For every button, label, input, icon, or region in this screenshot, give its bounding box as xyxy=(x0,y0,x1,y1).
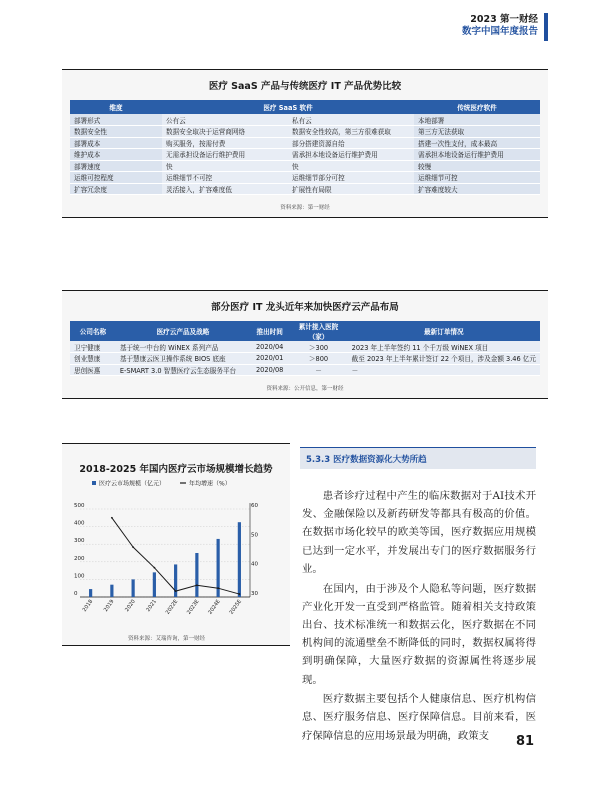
column-header: 医疗 SaaS 软件 xyxy=(162,100,414,114)
table-header-row xyxy=(70,100,540,114)
table-cell: 部署速度 xyxy=(70,160,162,172)
page-number: 81 xyxy=(516,734,535,749)
medical-cloud-table xyxy=(70,321,540,376)
bar-2021 xyxy=(153,572,156,597)
table-cell: 第三方无法获取 xyxy=(414,126,540,138)
y-tick-left: 200 xyxy=(74,555,85,562)
market-size-chart-panel xyxy=(62,443,290,646)
growth-rate-point-2019 xyxy=(111,517,113,519)
table-cell: 运维细节可控 xyxy=(414,172,540,184)
y-tick-left: 400 xyxy=(74,520,85,527)
saas-comparison-table xyxy=(70,100,540,195)
growth-rate-point-2022E xyxy=(175,590,177,592)
table-row xyxy=(70,160,540,172)
column-header: 传统医疗软件 xyxy=(414,100,540,114)
column-header: 医疗云产品及战略 xyxy=(116,321,250,341)
table-row xyxy=(70,149,540,161)
table-cell: － xyxy=(289,364,347,376)
legend-label: 年均增速（%） xyxy=(189,480,231,488)
table-cell: 部分搭建资源自给 xyxy=(288,137,414,149)
table-cell: 扩容难度较大 xyxy=(414,183,540,195)
table-row xyxy=(70,172,540,184)
table-cell: － xyxy=(348,364,540,376)
growth-rate-point-2023E xyxy=(196,584,198,586)
x-tick-label: 2023E xyxy=(186,598,201,616)
column-header: 公司名称 xyxy=(70,321,116,341)
table-cell: 扩展性有局限 xyxy=(288,183,414,195)
table-row xyxy=(70,341,540,353)
growth-rate-point-2024E xyxy=(217,587,219,589)
table-row xyxy=(70,114,540,126)
section-title: 5.3.3 医疗数据资源化大势所趋 xyxy=(300,447,536,469)
table-cell: 购买服务，按需付费 xyxy=(162,137,288,149)
table-cell: 2020/04 xyxy=(250,341,289,353)
table-cell: 快 xyxy=(162,160,288,172)
table-header-row xyxy=(70,321,540,341)
table-cell: 较慢 xyxy=(414,160,540,172)
saas-comparison-title: 医疗 SaaS 产品与传统医疗 IT 产品优势比较 xyxy=(208,81,402,92)
bar-2022E xyxy=(174,564,177,597)
growth-rate-point-2021 xyxy=(153,567,155,569)
x-tick-label: 2024E xyxy=(207,598,222,616)
y-tick-left: 100 xyxy=(74,573,85,580)
x-tick-label: 2020 xyxy=(124,598,137,613)
table-cell: 截至 2023 年上半年累计签订 22 个项目，涉及金额 3.46 亿元 xyxy=(348,353,540,365)
table-row xyxy=(70,353,540,365)
table-cell: 灵活接入，扩容难度低 xyxy=(162,183,288,195)
table-cell: 卫宁健康 xyxy=(70,341,116,353)
saas-comparison-panel xyxy=(62,69,548,218)
x-tick-label: 2022E xyxy=(164,598,180,616)
x-tick-label: 2019 xyxy=(103,598,116,613)
table-cell: 本地部署 xyxy=(414,114,540,126)
market-size-chart xyxy=(62,477,290,627)
paragraph: 患者诊疗过程中产生的临床数据对于AI技术开发、金融保险以及新药研发等都具有极高的价值。在数据市场化较早的欧美等国，医疗数据应用规模已达到一定水平，并发展出专门的医疗数据服务行业。 xyxy=(302,490,536,575)
table-cell: 维护成本 xyxy=(70,149,162,161)
bar-2023E xyxy=(195,553,198,597)
table-cell: 扩容冗余度 xyxy=(70,183,162,195)
report-year-title: 2023 第一财经 xyxy=(470,14,538,25)
table-row xyxy=(70,137,540,149)
table-cell: 搭建一次性支付，成本最高 xyxy=(414,137,540,149)
table-cell: 创业慧康 xyxy=(70,353,116,365)
table-cell: 运维细节不可控 xyxy=(162,172,288,184)
legend-swatch-bar xyxy=(92,481,96,485)
table-cell: E-SMART 3.0 智慧医疗云生态服务平台 xyxy=(116,364,250,376)
medical-cloud-panel xyxy=(62,290,548,399)
column-header: 累计接入医院（家） xyxy=(289,321,347,341)
report-subtitle: 数字中国年度报告 xyxy=(461,25,538,37)
table-cell: 数据安全性 xyxy=(70,126,162,138)
y-tick-right: 30 xyxy=(251,591,258,597)
header-accent-bar xyxy=(544,13,548,41)
table-cell: 快 xyxy=(288,160,414,172)
table-cell: 运维细节部分可控 xyxy=(288,172,414,184)
table-cell: 公有云 xyxy=(162,114,288,126)
medical-cloud-title: 部分医疗 IT 龙头近年来加快医疗云产品布局 xyxy=(211,302,399,313)
bar-2018 xyxy=(89,589,92,597)
table-source: 资料来源：公开信息，第一财经 xyxy=(266,386,344,392)
table-row xyxy=(70,364,540,376)
table-cell: 基于统一中台的 WiNEX 系列产品 xyxy=(116,341,250,353)
table-cell: 思创医惠 xyxy=(70,364,116,376)
table-row xyxy=(70,183,540,195)
table-cell: 数据安全性较高，第三方很难获取 xyxy=(288,126,414,138)
chart-source: 资料来源：艾瑞咨询，第一财经 xyxy=(128,636,206,642)
column-header: 最新订单情况 xyxy=(348,321,540,341)
table-cell: 需承担本地设备运行维护费用 xyxy=(288,149,414,161)
growth-rate-point-2025E xyxy=(238,593,240,595)
table-cell: ＞800 xyxy=(289,353,347,365)
table-cell: ＞300 xyxy=(289,341,347,353)
paragraph: 医疗数据主要包括个人健康信息、医疗机构信息、医疗服务信息、医疗保障信息。目前来看，医疗保障信息的应用场景最为明确，政策支 xyxy=(302,693,536,742)
table-cell: 部署形式 xyxy=(70,114,162,126)
legend-label: 医疗云市场规模（亿元） xyxy=(99,480,166,488)
table-cell: 运维可控程度 xyxy=(70,172,162,184)
column-header: 维度 xyxy=(70,100,162,114)
y-tick-right: 60 xyxy=(251,503,258,509)
table-row xyxy=(70,126,540,138)
section-body xyxy=(302,487,536,746)
table-source: 资料来源：第一财经 xyxy=(280,205,330,211)
table-cell: 基于慧康云医卫操作系统 BIOS 底座 xyxy=(116,353,250,365)
table-cell: 无需承担设备运行维护费用 xyxy=(162,149,288,161)
y-tick-right: 40 xyxy=(251,561,258,568)
x-tick-label: 2025E xyxy=(228,598,244,616)
table-cell: 2020/08 xyxy=(250,364,289,376)
x-tick-label: 2018 xyxy=(81,598,95,613)
bar-2025E xyxy=(238,522,241,597)
table-cell: 部署成本 xyxy=(70,137,162,149)
report-header xyxy=(462,14,538,38)
column-header: 推出时间 xyxy=(250,321,289,341)
y-tick-left: 500 xyxy=(74,503,85,509)
paragraph: 在国内，由于涉及个人隐私等问题，医疗数据产业化开发一直受到严格监管。随着相关支持政策出台、技术标准统一和数据云化，医疗数据在不同机构间的流通壁垒不断降低的同时，数据权属将得到明确保障，大量医疗数据的资源属性将逐步展现。 xyxy=(302,582,536,686)
table-cell: 私有云 xyxy=(288,114,414,126)
bar-2020 xyxy=(132,579,135,597)
x-tick-label: 2021 xyxy=(145,598,159,613)
y-tick-left: 0 xyxy=(74,591,78,597)
table-cell: 需承担本地设备运行维护费用 xyxy=(414,149,540,161)
bar-2019 xyxy=(110,585,113,597)
y-tick-left: 300 xyxy=(74,538,85,545)
chart-title: 2018-2025 年国内医疗云市场规模增长趋势 xyxy=(79,464,273,475)
growth-rate-point-2020 xyxy=(132,546,134,548)
table-cell: 2023 年上半年签约 11 个千万级 WiNEX 项目 xyxy=(348,341,540,353)
table-cell: 2020/01 xyxy=(250,353,289,365)
table-cell: 数据安全取决于运营商网络 xyxy=(162,126,288,138)
y-tick-right: 50 xyxy=(251,532,258,539)
